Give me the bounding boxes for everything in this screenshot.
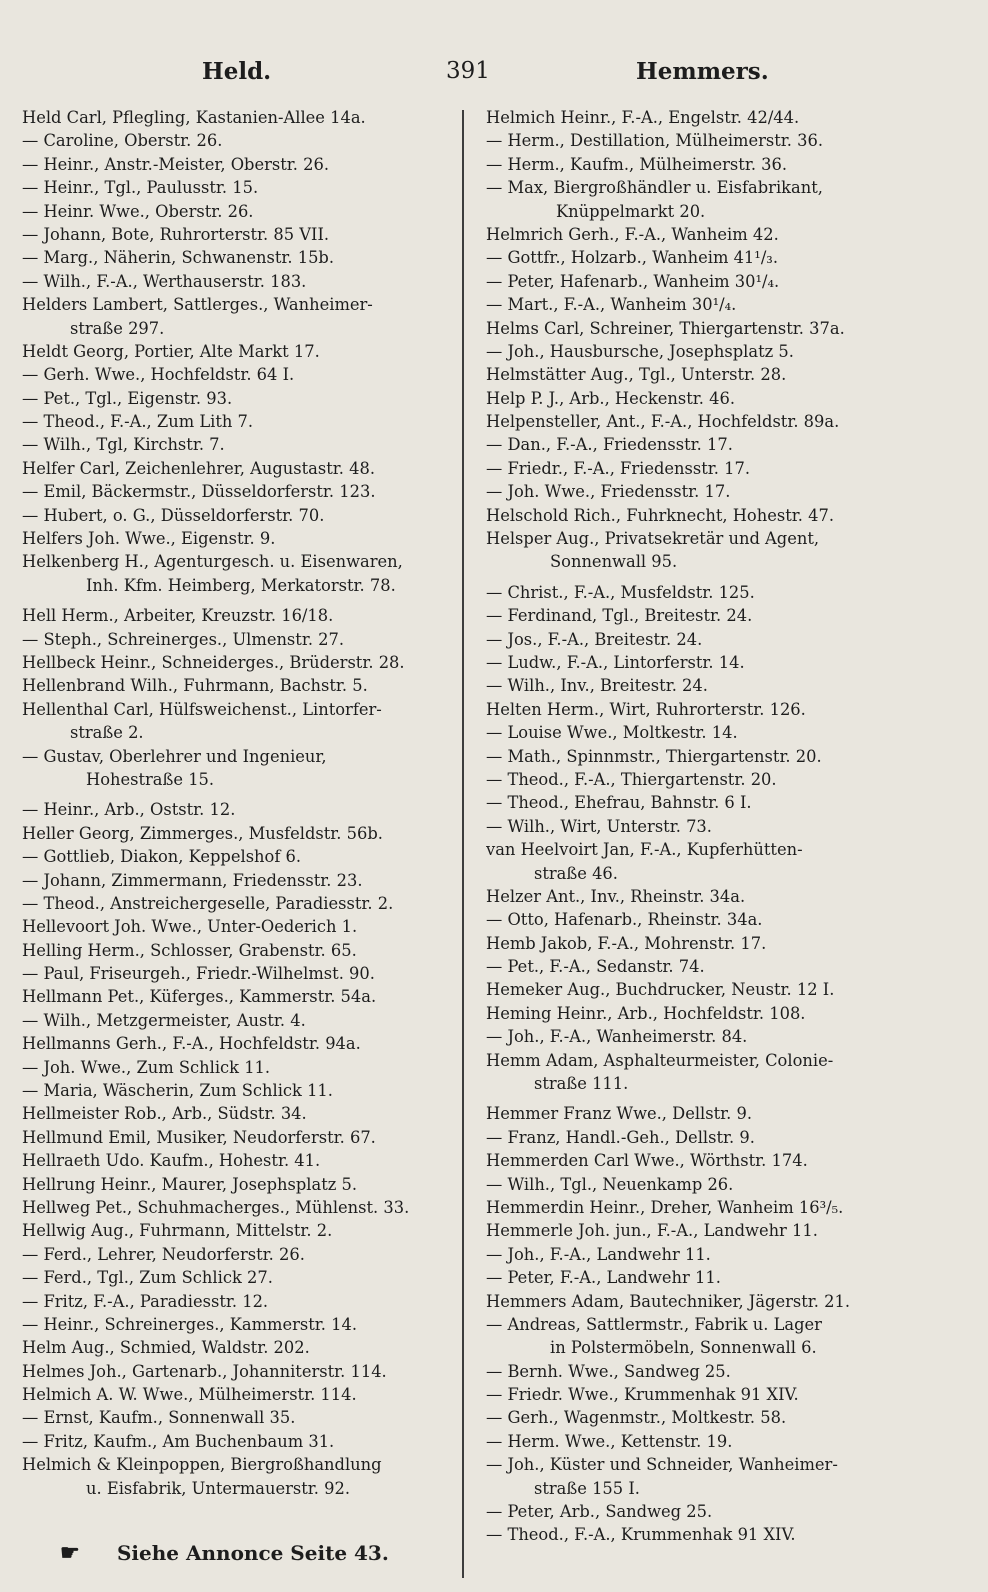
directory-entry-line: Hemmers Adam, Bautechniker, Jägerstr. 21. (486, 1291, 851, 1311)
directory-entry-line: Hellmanns Gerh., F.-A., Hochfeldstr. 94a. (22, 1034, 361, 1054)
directory-entry-line: Heldt Georg, Portier, Alte Markt 17. (22, 341, 320, 361)
directory-entry-line: — Friedr., F.-A., Friedensstr. 17. (486, 458, 750, 478)
directory-entry-line: — Andreas, Sattlermstr., Fabrik u. Lager (486, 1314, 822, 1334)
directory-entry-line: — Max, Biergroßhändler u. Eisfabrikant, (486, 178, 823, 198)
directory-entry-line: — Fritz, F.-A., Paradiesstr. 12. (22, 1291, 269, 1311)
footer-note (60, 1540, 460, 1566)
directory-entry-line: Helfer Carl, Zeichenlehrer, Augustastr. 48. (22, 458, 376, 478)
directory-entry-line: Hemmerle Joh. jun., F.-A., Landwehr 11. (486, 1221, 818, 1241)
directory-entry-line: Heller Georg, Zimmerges., Musfeldstr. 56b. (22, 823, 383, 843)
directory-entry-line: van Heelvoirt Jan, F.-A., Kupferhütten- (486, 840, 803, 860)
directory-entry-line: Hemm Adam, Asphalteurmeister, Colonie- (486, 1050, 834, 1070)
directory-entry-line: — Herm. Wwe., Kettenstr. 19. (486, 1431, 733, 1451)
column-divider (462, 110, 464, 1578)
directory-entry-line: — Johann, Bote, Ruhrorterstr. 85 VII. (22, 224, 330, 244)
directory-entry-line: Helsper Aug., Privatsekretär und Agent, (486, 529, 820, 549)
directory-entry-line: — Joh., Hausbursche, Josephsplatz 5. (486, 341, 794, 361)
directory-entry-line: — Peter, F.-A., Landwehr 11. (486, 1268, 721, 1288)
directory-entry-line: Helmich & Kleinpoppen, Biergroßhandlung (22, 1455, 382, 1475)
line-gap (486, 574, 956, 581)
directory-entry-line: — Joh., F.-A., Wanheimerstr. 84. (486, 1027, 748, 1047)
directory-entry-line: — Theod., F.-A., Krummenhak 91 XIV. (486, 1525, 796, 1545)
directory-entry-line: — Wilh., Metzgermeister, Austr. 4. (22, 1010, 306, 1030)
line-gap (22, 791, 458, 798)
footer-text: Siehe Annonce Seite 43. (116, 1541, 389, 1565)
directory-entry-line: Hellevoort Joh. Wwe., Unter-Oederich 1. (22, 917, 358, 937)
directory-entry-line: Hemeker Aug., Buchdrucker, Neustr. 12 I. (486, 980, 835, 1000)
directory-entry-line: straße 297. (70, 318, 165, 338)
directory-entry-line: — Wilh., F.-A., Werthauserstr. 183. (22, 271, 307, 291)
directory-entry-line: — Heinr., Arb., Oststr. 12. (22, 800, 236, 820)
directory-entry-line: Helders Lambert, Sattlerges., Wanheimer- (22, 295, 373, 315)
header-right-keyword: Hemmers. (636, 58, 769, 85)
directory-entry-line: — Pet., F.-A., Sedanstr. 74. (486, 957, 705, 977)
directory-entry-line: — Wilh., Wirt, Unterstr. 73. (486, 816, 712, 836)
directory-entry-line: Helms Carl, Schreiner, Thiergartenstr. 37a. (486, 318, 845, 338)
directory-entry-line: — Gustav, Oberlehrer und Ingenieur, (22, 746, 327, 766)
directory-entry-line: Hellbeck Heinr., Schneiderges., Brüderstr. 28. (22, 652, 405, 672)
directory-entry-line: — Herm., Kaufm., Mülheimerstr. 36. (486, 154, 788, 174)
directory-entry-line: Helmes Joh., Gartenarb., Johanniterstr. 114. (22, 1361, 387, 1381)
directory-entry-line: Held Carl, Pflegling, Kastanien-Allee 14a. (22, 108, 366, 127)
directory-entry-line: Helmrich Gerh., F.-A., Wanheim 42. (486, 224, 779, 244)
directory-entry-line: — Theod., Ehefrau, Bahnstr. 6 I. (486, 793, 752, 813)
directory-entry-line: Heming Heinr., Arb., Hochfeldstr. 108. (486, 1003, 806, 1023)
directory-entry-line: Hell Herm., Arbeiter, Kreuzstr. 16/18. (22, 606, 334, 626)
directory-entry-line: — Heinr. Wwe., Oberstr. 26. (22, 201, 254, 221)
directory-entry-line: — Paul, Friseurgeh., Friedr.-Wilhelmst. 90. (22, 964, 375, 984)
directory-entry-line: Hemmer Franz Wwe., Dellstr. 9. (486, 1104, 753, 1124)
directory-entry-line: — Ludw., F.-A., Lintorferstr. 14. (486, 652, 745, 672)
directory-entry-line: — Ferd., Tgl., Zum Schlick 27. (22, 1268, 273, 1288)
directory-entry-line: Helmich Heinr., F.-A., Engelstr. 42/44. (486, 108, 800, 127)
directory-entry-line: — Christ., F.-A., Musfeldstr. 125. (486, 582, 755, 602)
directory-entry-line: — Herm., Destillation, Mülheimerstr. 36. (486, 131, 824, 151)
directory-entry-line: — Wilh., Tgl., Neuenkamp 26. (486, 1174, 734, 1194)
directory-entry-line: Hemmerdin Heinr., Dreher, Wanheim 16³/₅. (486, 1197, 844, 1217)
directory-entry-line: Hellmeister Rob., Arb., Südstr. 34. (22, 1104, 307, 1124)
directory-entry-line: — Mart., F.-A., Wanheim 30¹/₄. (486, 295, 737, 315)
pointing-hand-icon: ☛ (60, 1540, 80, 1566)
directory-entry-line: — Steph., Schreinerges., Ulmenstr. 27. (22, 629, 345, 649)
header-left-keyword: Held. (202, 58, 272, 85)
directory-entry-line: Hellwig Aug., Fuhrmann, Mittelstr. 2. (22, 1221, 333, 1241)
directory-entry-line: Hellweg Pet., Schuhmacherges., Mühlenst. 33. (22, 1197, 410, 1217)
directory-entry-line: Hellenthal Carl, Hülfsweichenst., Lintorfer- (22, 699, 382, 719)
directory-entry-line: Hellmund Emil, Musiker, Neudorferstr. 67. (22, 1127, 376, 1147)
directory-entry-line: — Heinr., Anstr.-Meister, Oberstr. 26. (22, 154, 330, 174)
directory-entry-line: — Bernh. Wwe., Sandweg 25. (486, 1361, 731, 1381)
directory-entry-line: — Ferdinand, Tgl., Breitestr. 24. (486, 606, 753, 626)
directory-entry-line: — Emil, Bäckermstr., Düsseldorferstr. 123. (22, 482, 376, 502)
directory-entry-line: — Joh. Wwe., Friedensstr. 17. (486, 482, 731, 502)
directory-entry-line: — Maria, Wäscherin, Zum Schlick 11. (22, 1081, 333, 1101)
directory-entry-line: Helpensteller, Ant., F.-A., Hochfeldstr. 89a. (486, 412, 840, 432)
directory-entry-line: — Gerh., Wagenmstr., Moltkestr. 58. (486, 1408, 787, 1428)
directory-entry-line: — Otto, Hafenarb., Rheinstr. 34a. (486, 910, 763, 930)
directory-entry-line: — Theod., F.-A., Thiergartenstr. 20. (486, 769, 777, 789)
directory-entry-line: Hellenbrand Wilh., Fuhrmann, Bachstr. 5. (22, 676, 368, 696)
directory-entry-line: Helschold Rich., Fuhrknecht, Hohestr. 47. (486, 505, 834, 525)
directory-entry-line: — Johann, Zimmermann, Friedensstr. 23. (22, 870, 363, 890)
directory-entry-line: Inh. Kfm. Heimberg, Merkatorstr. 78. (86, 575, 396, 595)
directory-entry-line: — Joh., Küster und Schneider, Wanheimer- (486, 1455, 838, 1475)
directory-entry-line: — Peter, Hafenarb., Wanheim 30¹/₄. (486, 271, 780, 291)
directory-entry-line: in Polstermöbeln, Sonnenwall 6. (550, 1338, 817, 1358)
directory-entry-line: — Wilh., Inv., Breitestr. 24. (486, 676, 708, 696)
directory-entry-line: — Heinr., Schreinerges., Kammerstr. 14. (22, 1314, 358, 1334)
directory-entry-line: — Gottfr., Holzarb., Wanheim 41¹/₃. (486, 248, 779, 268)
directory-entry-line: — Math., Spinnmstr., Thiergartenstr. 20. (486, 746, 822, 766)
directory-entry-line: — Caroline, Oberstr. 26. (22, 131, 223, 151)
directory-entry-line: Helzer Ant., Inv., Rheinstr. 34a. (486, 886, 746, 906)
directory-entry-line: — Peter, Arb., Sandweg 25. (486, 1502, 713, 1522)
directory-entry-line: — Jos., F.-A., Breitestr. 24. (486, 629, 703, 649)
directory-entry-line: Hellrung Heinr., Maurer, Josephsplatz 5. (22, 1174, 358, 1194)
line-gap (22, 597, 458, 604)
directory-entry-line: — Gerh. Wwe., Hochfeldstr. 64 I. (22, 365, 295, 385)
directory-entry-line: — Friedr. Wwe., Krummenhak 91 XIV. (486, 1385, 799, 1405)
directory-entry-line: Sonnenwall 95. (550, 552, 678, 572)
directory-entry-line: Hellmann Pet., Küferges., Kammerstr. 54a. (22, 987, 377, 1007)
directory-entry-line: Hohestraße 15. (86, 769, 215, 789)
directory-entry-line: Helmstätter Aug., Tgl., Unterstr. 28. (486, 365, 787, 385)
directory-entry-line: Helten Herm., Wirt, Ruhrorterstr. 126. (486, 699, 806, 719)
directory-entry-line: — Wilh., Tgl, Kirchstr. 7. (22, 435, 225, 455)
directory-entry-line: Help P. J., Arb., Heckenstr. 46. (486, 388, 735, 408)
directory-entry-line: — Ferd., Lehrer, Neudorferstr. 26. (22, 1244, 305, 1264)
directory-entry-line: Helkenberg H., Agenturgesch. u. Eisenwaren, (22, 552, 403, 572)
directory-entry-line: Hemmerden Carl Wwe., Wörthstr. 174. (486, 1151, 808, 1171)
directory-entry-line: — Theod., F.-A., Zum Lith 7. (22, 412, 254, 432)
directory-entry-line: straße 46. (534, 863, 618, 883)
directory-entry-line: — Joh., F.-A., Landwehr 11. (486, 1244, 711, 1264)
directory-entry-line: — Gottlieb, Diakon, Keppelshof 6. (22, 847, 302, 867)
directory-entry-line: — Louise Wwe., Moltkestr. 14. (486, 723, 738, 743)
directory-entry-line: Hemb Jakob, F.-A., Mohrenstr. 17. (486, 933, 767, 953)
directory-entry-line: straße 2. (70, 723, 144, 743)
directory-entry-line: Hellraeth Udo. Kaufm., Hohestr. 41. (22, 1151, 321, 1171)
directory-entry-line: Helfers Joh. Wwe., Eigenstr. 9. (22, 529, 276, 549)
directory-entry-line: — Heinr., Tgl., Paulusstr. 15. (22, 178, 259, 198)
directory-entry-line: Helling Herm., Schlosser, Grabenstr. 65. (22, 940, 357, 960)
left-column (22, 106, 458, 1500)
page-header (0, 58, 988, 92)
line-gap (486, 1095, 956, 1102)
directory-entry-line: straße 155 I. (534, 1478, 640, 1498)
directory-entry-line: Knüppelmarkt 20. (556, 201, 706, 221)
directory-entry-line: Helmich A. W. Wwe., Mülheimerstr. 114. (22, 1385, 357, 1405)
directory-entry-line: u. Eisfabrik, Untermauerstr. 92. (86, 1478, 350, 1498)
directory-entry-line: straße 111. (534, 1074, 629, 1094)
directory-entry-line: — Franz, Handl.-Geh., Dellstr. 9. (486, 1127, 755, 1147)
page-number: 391 (446, 58, 490, 84)
directory-entry-line: — Dan., F.-A., Friedensstr. 17. (486, 435, 733, 455)
directory-entry-line: Helm Aug., Schmied, Waldstr. 202. (22, 1338, 310, 1358)
directory-entry-line: — Fritz, Kaufm., Am Buchenbaum 31. (22, 1431, 335, 1451)
directory-entry-line: — Ernst, Kaufm., Sonnenwall 35. (22, 1408, 296, 1428)
right-column (486, 106, 956, 1547)
directory-entry-line: — Pet., Tgl., Eigenstr. 93. (22, 388, 233, 408)
directory-entry-line: — Theod., Anstreichergeselle, Paradiesstr. 2. (22, 893, 394, 913)
directory-entry-line: — Joh. Wwe., Zum Schlick 11. (22, 1057, 271, 1077)
directory-entry-line: — Marg., Näherin, Schwanenstr. 15b. (22, 248, 335, 268)
directory-entry-line: — Hubert, o. G., Düsseldorferstr. 70. (22, 505, 325, 525)
